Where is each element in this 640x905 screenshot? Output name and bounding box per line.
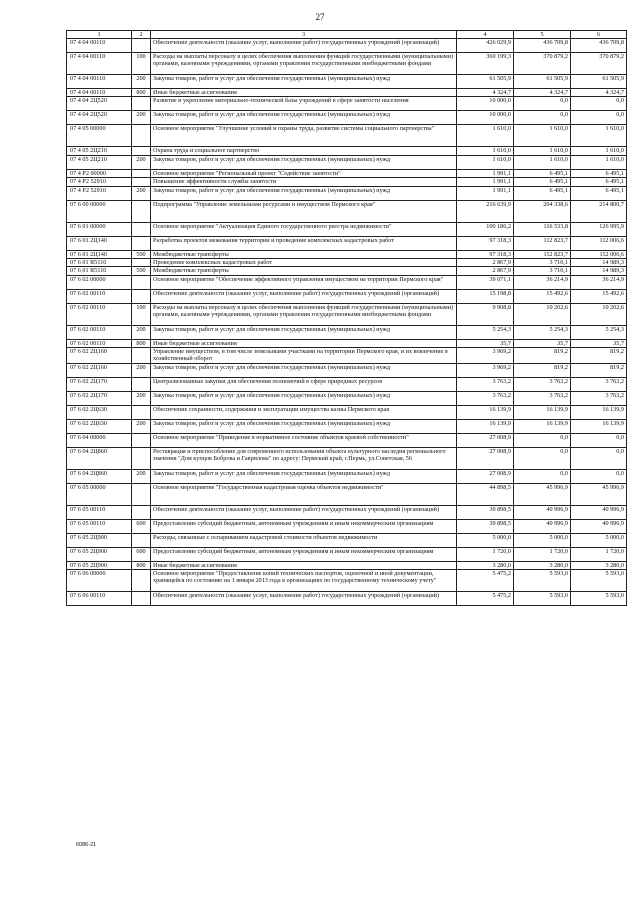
cell-expense-type (132, 505, 151, 519)
cell-value-2022: 44 898,5 (457, 483, 514, 505)
cell-value-2023: 16 139,9 (514, 419, 571, 433)
cell-code: 07 6 02 2Ц170 (67, 377, 132, 391)
cell-name: Обеспечение деятельности (оказание услуг, выполнение работ) государственных учреждений (организаций) (151, 505, 457, 519)
cell-expense-type: 100 (132, 303, 151, 325)
cell-value-2022: 5 475,2 (457, 592, 514, 606)
cell-value-2022: 27 008,9 (457, 447, 514, 469)
cell-name: Повышение эффективности службы занятости (151, 178, 457, 186)
cell-value-2023: 204 338,6 (514, 200, 571, 222)
cell-code: 07 4 04 00110 (67, 53, 132, 75)
cell-expense-type (132, 483, 151, 505)
cell-expense-type (132, 97, 151, 111)
footer-code: 6086-21 (76, 842, 97, 848)
cell-code: 07 4 P2 52910 (67, 178, 132, 186)
cell-value-2023: 10 202,6 (514, 303, 571, 325)
cell-code: 07 6 02 2Ц630 (67, 419, 132, 433)
cell-name: Закупка товаров, работ и услуг для обеспечения государственных (муниципальных) нужд (151, 155, 457, 169)
cell-name: Обеспечение деятельности (оказание услуг, выполнение работ) государственных учреждений (организаций) (151, 289, 457, 303)
cell-value-2023: 6 495,1 (514, 178, 571, 186)
cell-expense-type: 600 (132, 547, 151, 561)
cell-name: Основное мероприятие "Улучшение условий и охраны труда, развитие системы социального партнерства" (151, 125, 457, 147)
cell-code: 07 6 05 00000 (67, 483, 132, 505)
cell-value-2023: 436 709,8 (514, 39, 571, 53)
cell-code: 07 6 04 2Ц860 (67, 447, 132, 469)
cell-value-2022: 1 991,1 (457, 169, 514, 177)
cell-name: Проведение комплексных кадастровых работ (151, 259, 457, 267)
cell-value-2022: 1 610,0 (457, 125, 514, 147)
cell-name: Расходы на выплаты персоналу в целях обеспечения выполнения функций государственными (муниципальными) органами, казенными учреждениями, органами управления государственными внебюджетными фондами (151, 53, 457, 75)
cell-value-2024: 1 610,0 (571, 155, 627, 169)
cell-name: Основное мероприятие "Предоставление копий технических паспортов, оценочной и иной документации, хранящейся по состоянию на 1 января 2013 года в организациях по государственному техническому учету" (151, 570, 457, 592)
table-row (67, 519, 627, 533)
cell-expense-type (132, 178, 151, 186)
cell-value-2024: 16 139,9 (571, 405, 627, 419)
cell-expense-type: 200 (132, 419, 151, 433)
cell-expense-type (132, 433, 151, 447)
cell-name: Разработка проектов межевания территории и проведение комплексных кадастровых работ (151, 236, 457, 250)
cell-value-2023: 112 823,7 (514, 250, 571, 258)
cell-value-2022: 1 610,0 (457, 147, 514, 155)
cell-value-2023: 15 492,6 (514, 289, 571, 303)
column-header: 4 (457, 31, 514, 39)
cell-name: Охрана труда и социальное партнерство (151, 147, 457, 155)
cell-expense-type: 200 (132, 469, 151, 483)
cell-code: 07 6 05 2Ц900 (67, 533, 132, 547)
cell-value-2022: 9 908,8 (457, 303, 514, 325)
cell-value-2024: 6 495,1 (571, 169, 627, 177)
table-row (67, 89, 627, 97)
cell-expense-type: 200 (132, 111, 151, 125)
cell-value-2024: 214 800,7 (571, 200, 627, 222)
cell-value-2023: 0,0 (514, 433, 571, 447)
cell-value-2023: 36 214,9 (514, 275, 571, 289)
cell-code: 07 6 06 00110 (67, 592, 132, 606)
cell-value-2024: 0,0 (571, 469, 627, 483)
cell-value-2022: 3 969,2 (457, 348, 514, 363)
table-row (67, 97, 627, 111)
cell-code: 07 6 05 2Ц900 (67, 561, 132, 569)
cell-code: 07 6 05 00110 (67, 505, 132, 519)
cell-code: 07 6 00 00000 (67, 200, 132, 222)
cell-value-2022: 3 969,2 (457, 363, 514, 377)
cell-value-2024: 1 610,0 (571, 125, 627, 147)
table-row (67, 250, 627, 258)
cell-value-2022: 426 029,9 (457, 39, 514, 53)
cell-value-2024: 112 006,6 (571, 250, 627, 258)
cell-value-2022: 39 898,5 (457, 505, 514, 519)
cell-value-2022: 15 198,8 (457, 289, 514, 303)
table-row (67, 325, 627, 339)
cell-name: Основное мероприятие "Обеспечение эффективного управления имуществом на территории Пермского края" (151, 275, 457, 289)
cell-expense-type (132, 289, 151, 303)
table-row (67, 267, 627, 275)
cell-value-2023: 61 505,9 (514, 75, 571, 89)
cell-value-2024: 14 989,3 (571, 267, 627, 275)
cell-expense-type (132, 405, 151, 419)
cell-value-2024: 436 709,8 (571, 39, 627, 53)
table-row (67, 505, 627, 519)
cell-value-2023: 112 823,7 (514, 236, 571, 250)
cell-code: 07 4 05 00000 (67, 125, 132, 147)
cell-value-2024: 10 202,6 (571, 303, 627, 325)
cell-name: Обеспечение деятельности (оказание услуг, выполнение работ) государственных учреждений (организаций) (151, 592, 457, 606)
table-row (67, 377, 627, 391)
cell-value-2023: 1 720,0 (514, 547, 571, 561)
table-row (67, 169, 627, 177)
cell-name: Закупка товаров, работ и услуг для обеспечения государственных (муниципальных) нужд (151, 186, 457, 200)
cell-code: 07 6 02 2Ц170 (67, 391, 132, 405)
cell-value-2024: 15 492,6 (571, 289, 627, 303)
cell-value-2023: 0,0 (514, 447, 571, 469)
cell-name: Закупка товаров, работ и услуг для обеспечения государственных (муниципальных) нужд (151, 363, 457, 377)
table-row (67, 592, 627, 606)
cell-value-2022: 1 991,1 (457, 178, 514, 186)
cell-value-2022: 10 000,0 (457, 111, 514, 125)
cell-name: Закупка товаров, работ и услуг для обеспечения государственных (муниципальных) нужд (151, 111, 457, 125)
cell-value-2023: 4 324,7 (514, 89, 571, 97)
cell-value-2022: 27 008,9 (457, 433, 514, 447)
table-row (67, 75, 627, 89)
cell-value-2023: 5 254,3 (514, 325, 571, 339)
table-row (67, 111, 627, 125)
cell-value-2024: 112 006,6 (571, 236, 627, 250)
column-header: 1 (67, 31, 132, 39)
cell-code: 07 6 05 2Ц900 (67, 547, 132, 561)
cell-expense-type (132, 147, 151, 155)
cell-code: 07 6 02 00110 (67, 325, 132, 339)
cell-name: Основное мероприятие "Государственная кадастровая оценка объектов недвижимости" (151, 483, 457, 505)
cell-code: 07 4 04 2Ц520 (67, 97, 132, 111)
cell-name: Основное мероприятие "Приведение в нормативное состояние объектов краевой собственности" (151, 433, 457, 447)
cell-value-2023: 6 495,1 (514, 169, 571, 177)
cell-name: Иные бюджетные ассигнования (151, 561, 457, 569)
cell-value-2022: 360 199,3 (457, 53, 514, 75)
cell-value-2022: 16 139,9 (457, 405, 514, 419)
cell-code: 07 4 04 00110 (67, 89, 132, 97)
cell-value-2024: 0,0 (571, 433, 627, 447)
cell-code: 07 4 05 2Ц210 (67, 147, 132, 155)
cell-value-2022: 39 071,1 (457, 275, 514, 289)
cell-code: 07 6 06 00000 (67, 570, 132, 592)
cell-value-2024: 0,0 (571, 111, 627, 125)
cell-value-2022: 1 610,0 (457, 155, 514, 169)
cell-value-2024: 40 996,9 (571, 505, 627, 519)
cell-code: 07 4 04 2Ц520 (67, 111, 132, 125)
table-row (67, 303, 627, 325)
cell-code: 07 6 01 R5110 (67, 259, 132, 267)
column-header: 2 (132, 31, 151, 39)
cell-code: 07 6 02 2Ц160 (67, 363, 132, 377)
cell-expense-type (132, 533, 151, 547)
cell-name: Обеспечение сохранности, содержания и эксплуатации имущества казны Пермского края (151, 405, 457, 419)
table-row (67, 155, 627, 169)
cell-expense-type (132, 447, 151, 469)
table-row (67, 405, 627, 419)
cell-value-2023: 819,2 (514, 363, 571, 377)
cell-value-2022: 5 254,3 (457, 325, 514, 339)
column-header: 6 (571, 31, 627, 39)
cell-value-2023: 3 710,1 (514, 259, 571, 267)
cell-expense-type (132, 348, 151, 363)
cell-code: 07 6 02 00000 (67, 275, 132, 289)
cell-value-2023: 45 996,9 (514, 483, 571, 505)
cell-code: 07 6 02 00110 (67, 303, 132, 325)
table-row (67, 200, 627, 222)
cell-value-2023: 40 996,9 (514, 505, 571, 519)
cell-name: Межбюджетные трансферты (151, 267, 457, 275)
budget-table (66, 30, 627, 606)
cell-code: 07 6 04 00000 (67, 433, 132, 447)
cell-value-2024: 45 996,9 (571, 483, 627, 505)
table-row (67, 348, 627, 363)
cell-name: Закупка товаров, работ и услуг для обеспечения государственных (муниципальных) нужд (151, 469, 457, 483)
cell-expense-type (132, 200, 151, 222)
table-row (67, 186, 627, 200)
table-row (67, 570, 627, 592)
cell-value-2024: 4 324,7 (571, 89, 627, 97)
cell-value-2024: 40 996,9 (571, 519, 627, 533)
cell-name: Закупка товаров, работ и услуг для обеспечения государственных (муниципальных) нужд (151, 325, 457, 339)
cell-expense-type: 200 (132, 391, 151, 405)
cell-value-2022: 2 867,9 (457, 267, 514, 275)
cell-name: Основное мероприятие "Региональный проект "Содействие занятости" (151, 169, 457, 177)
cell-name: Иные бюджетные ассигнования (151, 339, 457, 347)
table-row (67, 259, 627, 267)
cell-value-2023: 0,0 (514, 469, 571, 483)
cell-value-2023: 6 495,1 (514, 186, 571, 200)
cell-expense-type: 200 (132, 155, 151, 169)
cell-value-2024: 819,2 (571, 363, 627, 377)
table-row (67, 419, 627, 433)
cell-code: 07 6 05 00110 (67, 519, 132, 533)
cell-code: 07 6 01 00000 (67, 222, 132, 236)
cell-value-2022: 4 324,7 (457, 89, 514, 97)
cell-value-2023: 1 610,0 (514, 147, 571, 155)
cell-expense-type (132, 125, 151, 147)
table-row (67, 533, 627, 547)
table-row (67, 125, 627, 147)
table-row (67, 561, 627, 569)
cell-value-2023: 3 763,2 (514, 391, 571, 405)
cell-value-2023: 16 139,9 (514, 405, 571, 419)
cell-expense-type: 800 (132, 339, 151, 347)
cell-expense-type (132, 222, 151, 236)
cell-code: 07 6 01 R5110 (67, 267, 132, 275)
cell-code: 07 6 02 2Ц160 (67, 348, 132, 363)
cell-value-2024: 5 000,0 (571, 533, 627, 547)
cell-value-2023: 819,2 (514, 348, 571, 363)
table-row (67, 339, 627, 347)
cell-value-2024: 3 763,2 (571, 391, 627, 405)
cell-name: Предоставление субсидий бюджетным, автономным учреждениям и иным некоммерческим организациям (151, 547, 457, 561)
cell-expense-type (132, 570, 151, 592)
cell-value-2023: 0,0 (514, 111, 571, 125)
cell-value-2023: 116 533,8 (514, 222, 571, 236)
cell-name: Закупка товаров, работ и услуг для обеспечения государственных (муниципальных) нужд (151, 75, 457, 89)
cell-expense-type: 600 (132, 519, 151, 533)
cell-name: Предоставление субсидий бюджетным, автономным учреждениям и иным некоммерческим организациям (151, 519, 457, 533)
cell-name: Обеспечение деятельности (оказание услуг, выполнение работ) государственных учреждений (организаций) (151, 39, 457, 53)
cell-code: 07 6 04 2Ц860 (67, 469, 132, 483)
cell-value-2023: 3 280,0 (514, 561, 571, 569)
table-row (67, 547, 627, 561)
cell-value-2023: 370 879,2 (514, 53, 571, 75)
table-row (67, 289, 627, 303)
cell-expense-type (132, 592, 151, 606)
cell-expense-type: 500 (132, 250, 151, 258)
cell-code: 07 4 P2 00000 (67, 169, 132, 177)
cell-value-2024: 1 610,0 (571, 147, 627, 155)
table-row (67, 469, 627, 483)
cell-name: Закупка товаров, работ и услуг для обеспечения государственных (муниципальных) нужд (151, 391, 457, 405)
cell-expense-type: 500 (132, 267, 151, 275)
cell-value-2024: 16 139,9 (571, 419, 627, 433)
cell-code: 07 6 02 2Ц630 (67, 405, 132, 419)
cell-value-2023: 35,7 (514, 339, 571, 347)
table-row (67, 275, 627, 289)
cell-expense-type: 800 (132, 89, 151, 97)
cell-value-2022: 3 763,2 (457, 391, 514, 405)
cell-value-2024: 370 879,2 (571, 53, 627, 75)
cell-name: Управление имуществом, в том числе земельными участками на территории Пермского края, и их вовлечение в хозяйственный оборот (151, 348, 457, 363)
cell-value-2022: 3 763,2 (457, 377, 514, 391)
cell-value-2022: 97 318,3 (457, 236, 514, 250)
table-row (67, 236, 627, 250)
table-row (67, 53, 627, 75)
cell-value-2022: 5 475,2 (457, 570, 514, 592)
cell-code: 07 6 01 2Ц140 (67, 236, 132, 250)
cell-value-2022: 1 720,0 (457, 547, 514, 561)
cell-value-2024: 126 995,9 (571, 222, 627, 236)
cell-value-2024: 0,0 (571, 97, 627, 111)
cell-expense-type (132, 39, 151, 53)
cell-value-2023: 1 610,0 (514, 155, 571, 169)
cell-code: 07 6 02 00110 (67, 289, 132, 303)
cell-value-2022: 10 000,0 (457, 97, 514, 111)
column-header: 5 (514, 31, 571, 39)
table-row (67, 363, 627, 377)
cell-value-2024: 61 505,9 (571, 75, 627, 89)
cell-value-2022: 39 898,5 (457, 519, 514, 533)
cell-expense-type: 800 (132, 561, 151, 569)
cell-expense-type (132, 275, 151, 289)
cell-value-2023: 0,0 (514, 97, 571, 111)
cell-value-2023: 5 000,0 (514, 533, 571, 547)
cell-value-2023: 5 593,0 (514, 592, 571, 606)
cell-name: Расходы на выплаты персоналу в целях обеспечения выполнения функций государственными (муниципальными) органами, казенными учреждениями, органами управления государственными внебюджетными фондами (151, 303, 457, 325)
cell-code: 07 6 01 2Ц140 (67, 250, 132, 258)
table-row (67, 391, 627, 405)
page-number: 27 (315, 12, 325, 22)
cell-name: Расходы, связанные с оспариванием кадастровой стоимости объектов недвижимости (151, 533, 457, 547)
cell-code: 07 6 02 00110 (67, 339, 132, 347)
cell-value-2023: 3 763,2 (514, 377, 571, 391)
cell-code: 07 4 04 00110 (67, 39, 132, 53)
table-row (67, 147, 627, 155)
cell-code: 07 4 05 2Ц210 (67, 155, 132, 169)
cell-value-2023: 1 610,0 (514, 125, 571, 147)
table-row (67, 39, 627, 53)
cell-value-2022: 1 991,1 (457, 186, 514, 200)
cell-name: Развитие и укрепление материально-технической базы учреждений в сфере занятости населения (151, 97, 457, 111)
cell-value-2024: 1 720,0 (571, 547, 627, 561)
cell-name: Подпрограмма "Управление земельными ресурсами и имуществом Пермского края" (151, 200, 457, 222)
cell-value-2024: 35,7 (571, 339, 627, 347)
table-body (67, 39, 627, 606)
cell-value-2023: 5 593,0 (514, 570, 571, 592)
table-row (67, 222, 627, 236)
cell-expense-type (132, 259, 151, 267)
cell-value-2022: 100 186,2 (457, 222, 514, 236)
cell-expense-type: 100 (132, 53, 151, 75)
cell-value-2022: 61 505,9 (457, 75, 514, 89)
cell-value-2024: 5 593,0 (571, 570, 627, 592)
cell-name: Межбюджетные трансферты (151, 250, 457, 258)
cell-value-2022: 16 139,9 (457, 419, 514, 433)
cell-value-2024: 5 593,0 (571, 592, 627, 606)
column-header: 3 (151, 31, 457, 39)
cell-value-2022: 97 318,3 (457, 250, 514, 258)
cell-name: Централизованные закупки для обеспечения полномочий в сфере природных ресурсов (151, 377, 457, 391)
cell-value-2022: 3 280,0 (457, 561, 514, 569)
cell-name: Иные бюджетные ассигнования (151, 89, 457, 97)
cell-value-2024: 0,0 (571, 447, 627, 469)
header-row (67, 31, 627, 39)
table-row (67, 447, 627, 469)
cell-value-2024: 5 254,3 (571, 325, 627, 339)
cell-value-2024: 6 495,1 (571, 186, 627, 200)
cell-expense-type: 200 (132, 325, 151, 339)
cell-expense-type: 200 (132, 75, 151, 89)
cell-expense-type (132, 377, 151, 391)
cell-name: Основное мероприятие "Актуализация Единого государственного реестра недвижимости" (151, 222, 457, 236)
cell-code: 07 4 P2 52910 (67, 186, 132, 200)
cell-value-2024: 14 989,3 (571, 259, 627, 267)
cell-value-2022: 35,7 (457, 339, 514, 347)
cell-expense-type (132, 236, 151, 250)
cell-expense-type: 200 (132, 186, 151, 200)
cell-value-2022: 27 008,9 (457, 469, 514, 483)
cell-value-2024: 36 214,9 (571, 275, 627, 289)
cell-name: Закупка товаров, работ и услуг для обеспечения государственных (муниципальных) нужд (151, 419, 457, 433)
table-row (67, 178, 627, 186)
table-row (67, 433, 627, 447)
cell-expense-type: 200 (132, 363, 151, 377)
cell-value-2022: 5 000,0 (457, 533, 514, 547)
cell-value-2022: 216 639,9 (457, 200, 514, 222)
cell-value-2024: 3 763,2 (571, 377, 627, 391)
cell-code: 07 4 04 00110 (67, 75, 132, 89)
cell-value-2023: 3 710,1 (514, 267, 571, 275)
cell-value-2023: 40 996,9 (514, 519, 571, 533)
cell-name: Реставрация и приспособление для современного использования объекта культурного наследия регионального значения "Дом купцов Боброва и Гаврилова" по адресу: Пермский край, г.Пермь, ул.Советская, 56 (151, 447, 457, 469)
cell-value-2022: 2 867,9 (457, 259, 514, 267)
cell-expense-type (132, 169, 151, 177)
cell-value-2024: 3 280,0 (571, 561, 627, 569)
cell-value-2024: 819,2 (571, 348, 627, 363)
table-row (67, 483, 627, 505)
cell-value-2024: 6 495,1 (571, 178, 627, 186)
